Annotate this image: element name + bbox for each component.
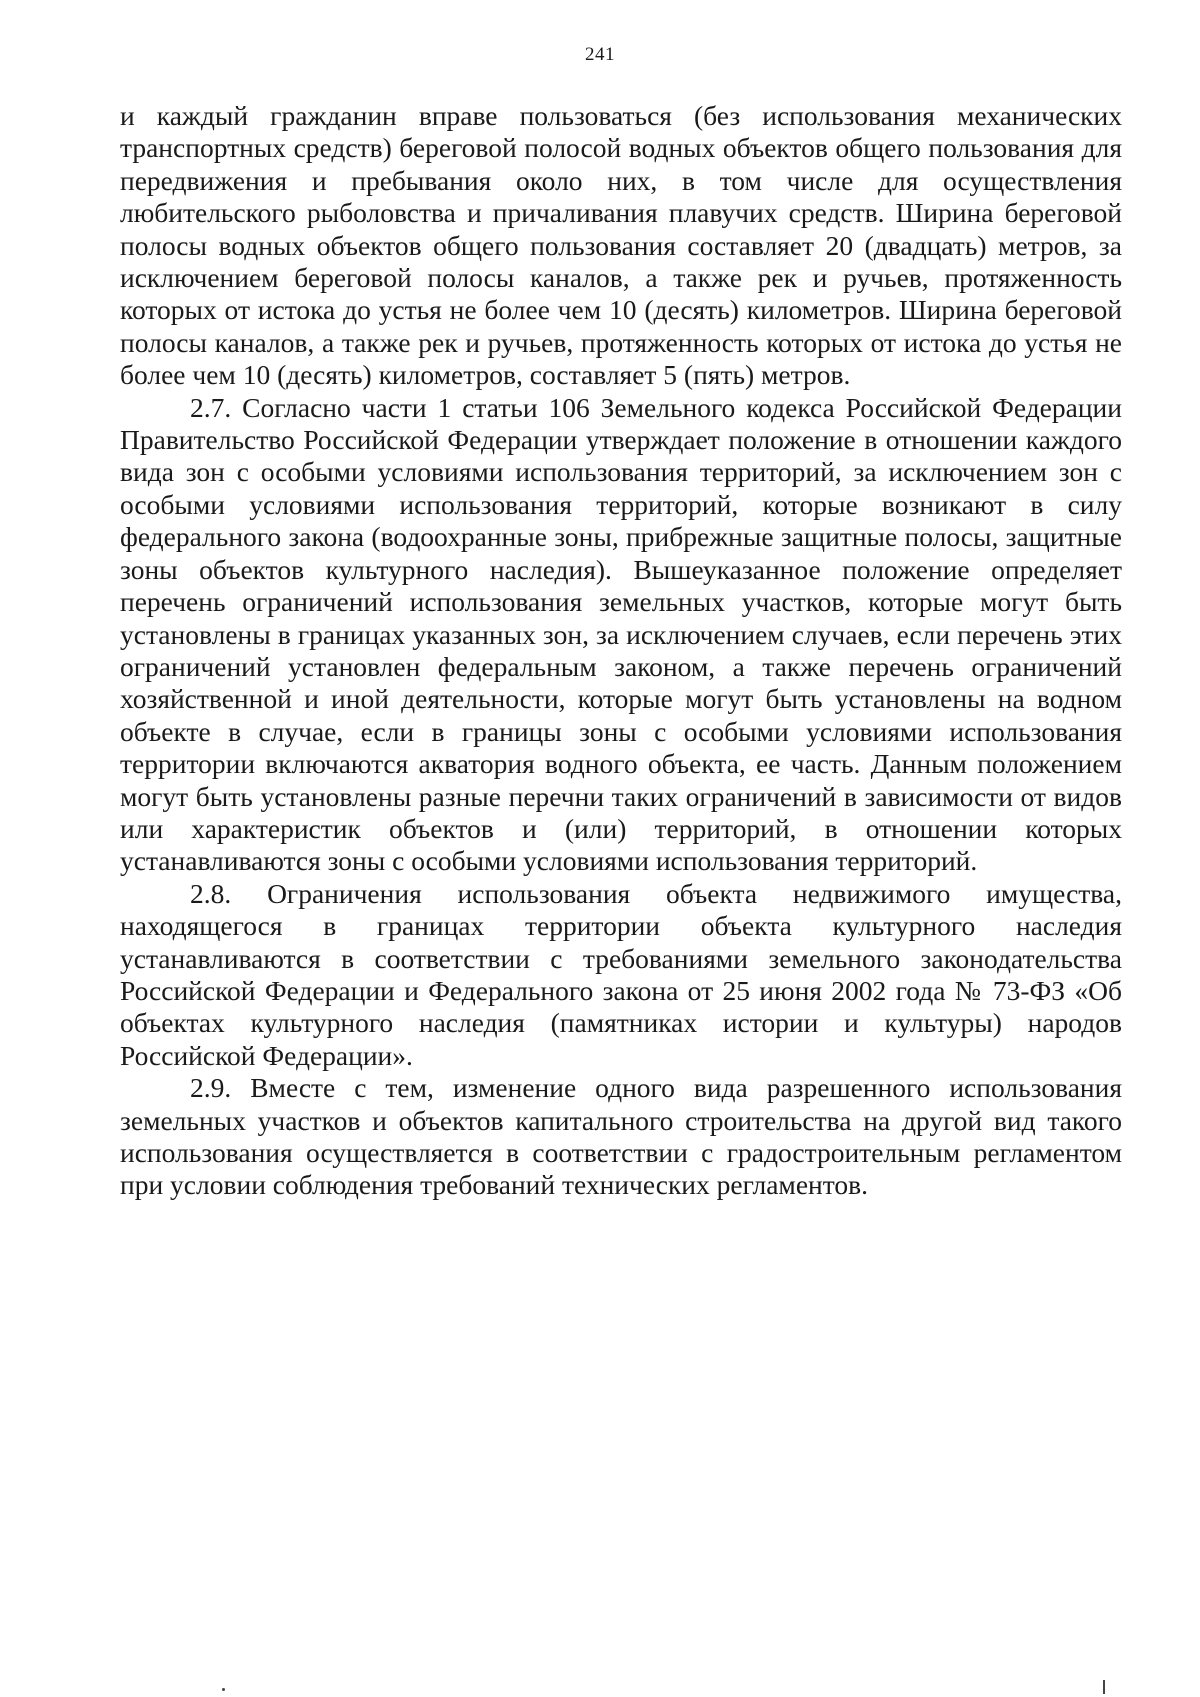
document-body bbox=[120, 100, 1122, 1202]
paragraph-continuation: и каждый гражданин вправе пользоваться (без использования механических транспортных средств) береговой полосой водных объектов общего пользования для передвижения и пребывания около них, в том числе для осуществления любительского рыболовства и причаливания плавучих средств. Ширина береговой полосы водных объектов общего пользования составляет 20 (двадцать) метров, за исключением береговой полосы каналов, а также рек и ручьев, протяженность которых от истока до устья не более чем 10 (десять) километров. Ширина береговой полосы каналов, а также рек и ручьев, протяженность которых от истока до устья не более чем 10 (десять) километров, составляет 5 (пять) метров. bbox=[120, 100, 1122, 391]
scan-artifact-tick bbox=[1103, 1680, 1105, 1694]
page-number: 241 bbox=[585, 44, 615, 65]
paragraph-2-9: 2.9. Вместе с тем, изменение одного вида разрешенного использования земельных участков и объектов капитального строительства на другой вид такого использования осуществляется в соответствии с градостроительным регламентом при условии соблюдения требований технических регламентов. bbox=[120, 1072, 1122, 1201]
paragraph-2-7: 2.7. Согласно части 1 статьи 106 Земельного кодекса Российской Федерации Правительство Российской Федерации утверждает положение в отношении каждого вида зон с особыми условиями использования территорий, за исключением зон с особыми условиями использования территорий, которые возникают в силу федерального закона (водоохранные зоны, прибрежные защитные полосы, защитные зоны объектов культурного наследия). Вышеуказанное положение определяет перечень ограничений использования земельных участков, которые могут быть установлены в границах указанных зон, за исключением случаев, если перечень этих ограничений установлен федеральным законом, а также перечень ограничений хозяйственной и иной деятельности, которые могут быть установлены на водном объекте в случае, если в границы зоны с особыми условиями использования территории включаются акватория водного объекта, ее часть. Данным положением могут быть установлены разные перечни таких ограничений в зависимости от видов или характеристик объектов и (или) территорий, в отношении которых устанавливаются зоны с особыми условиями использования территорий. bbox=[120, 391, 1122, 877]
paragraph-2-8: 2.8. Ограничения использования объекта недвижимого имущества, находящегося в границах территории объекта культурного наследия устанавливаются в соответствии с требованиями земельного законодательства Российской Федерации и Федерального закона от 25 июня 2002 года № 73-ФЗ «Об объектах культурного наследия (памятниках истории и культуры) народов Российской Федерации». bbox=[120, 877, 1122, 1071]
scan-artifact-dot bbox=[222, 1688, 225, 1691]
